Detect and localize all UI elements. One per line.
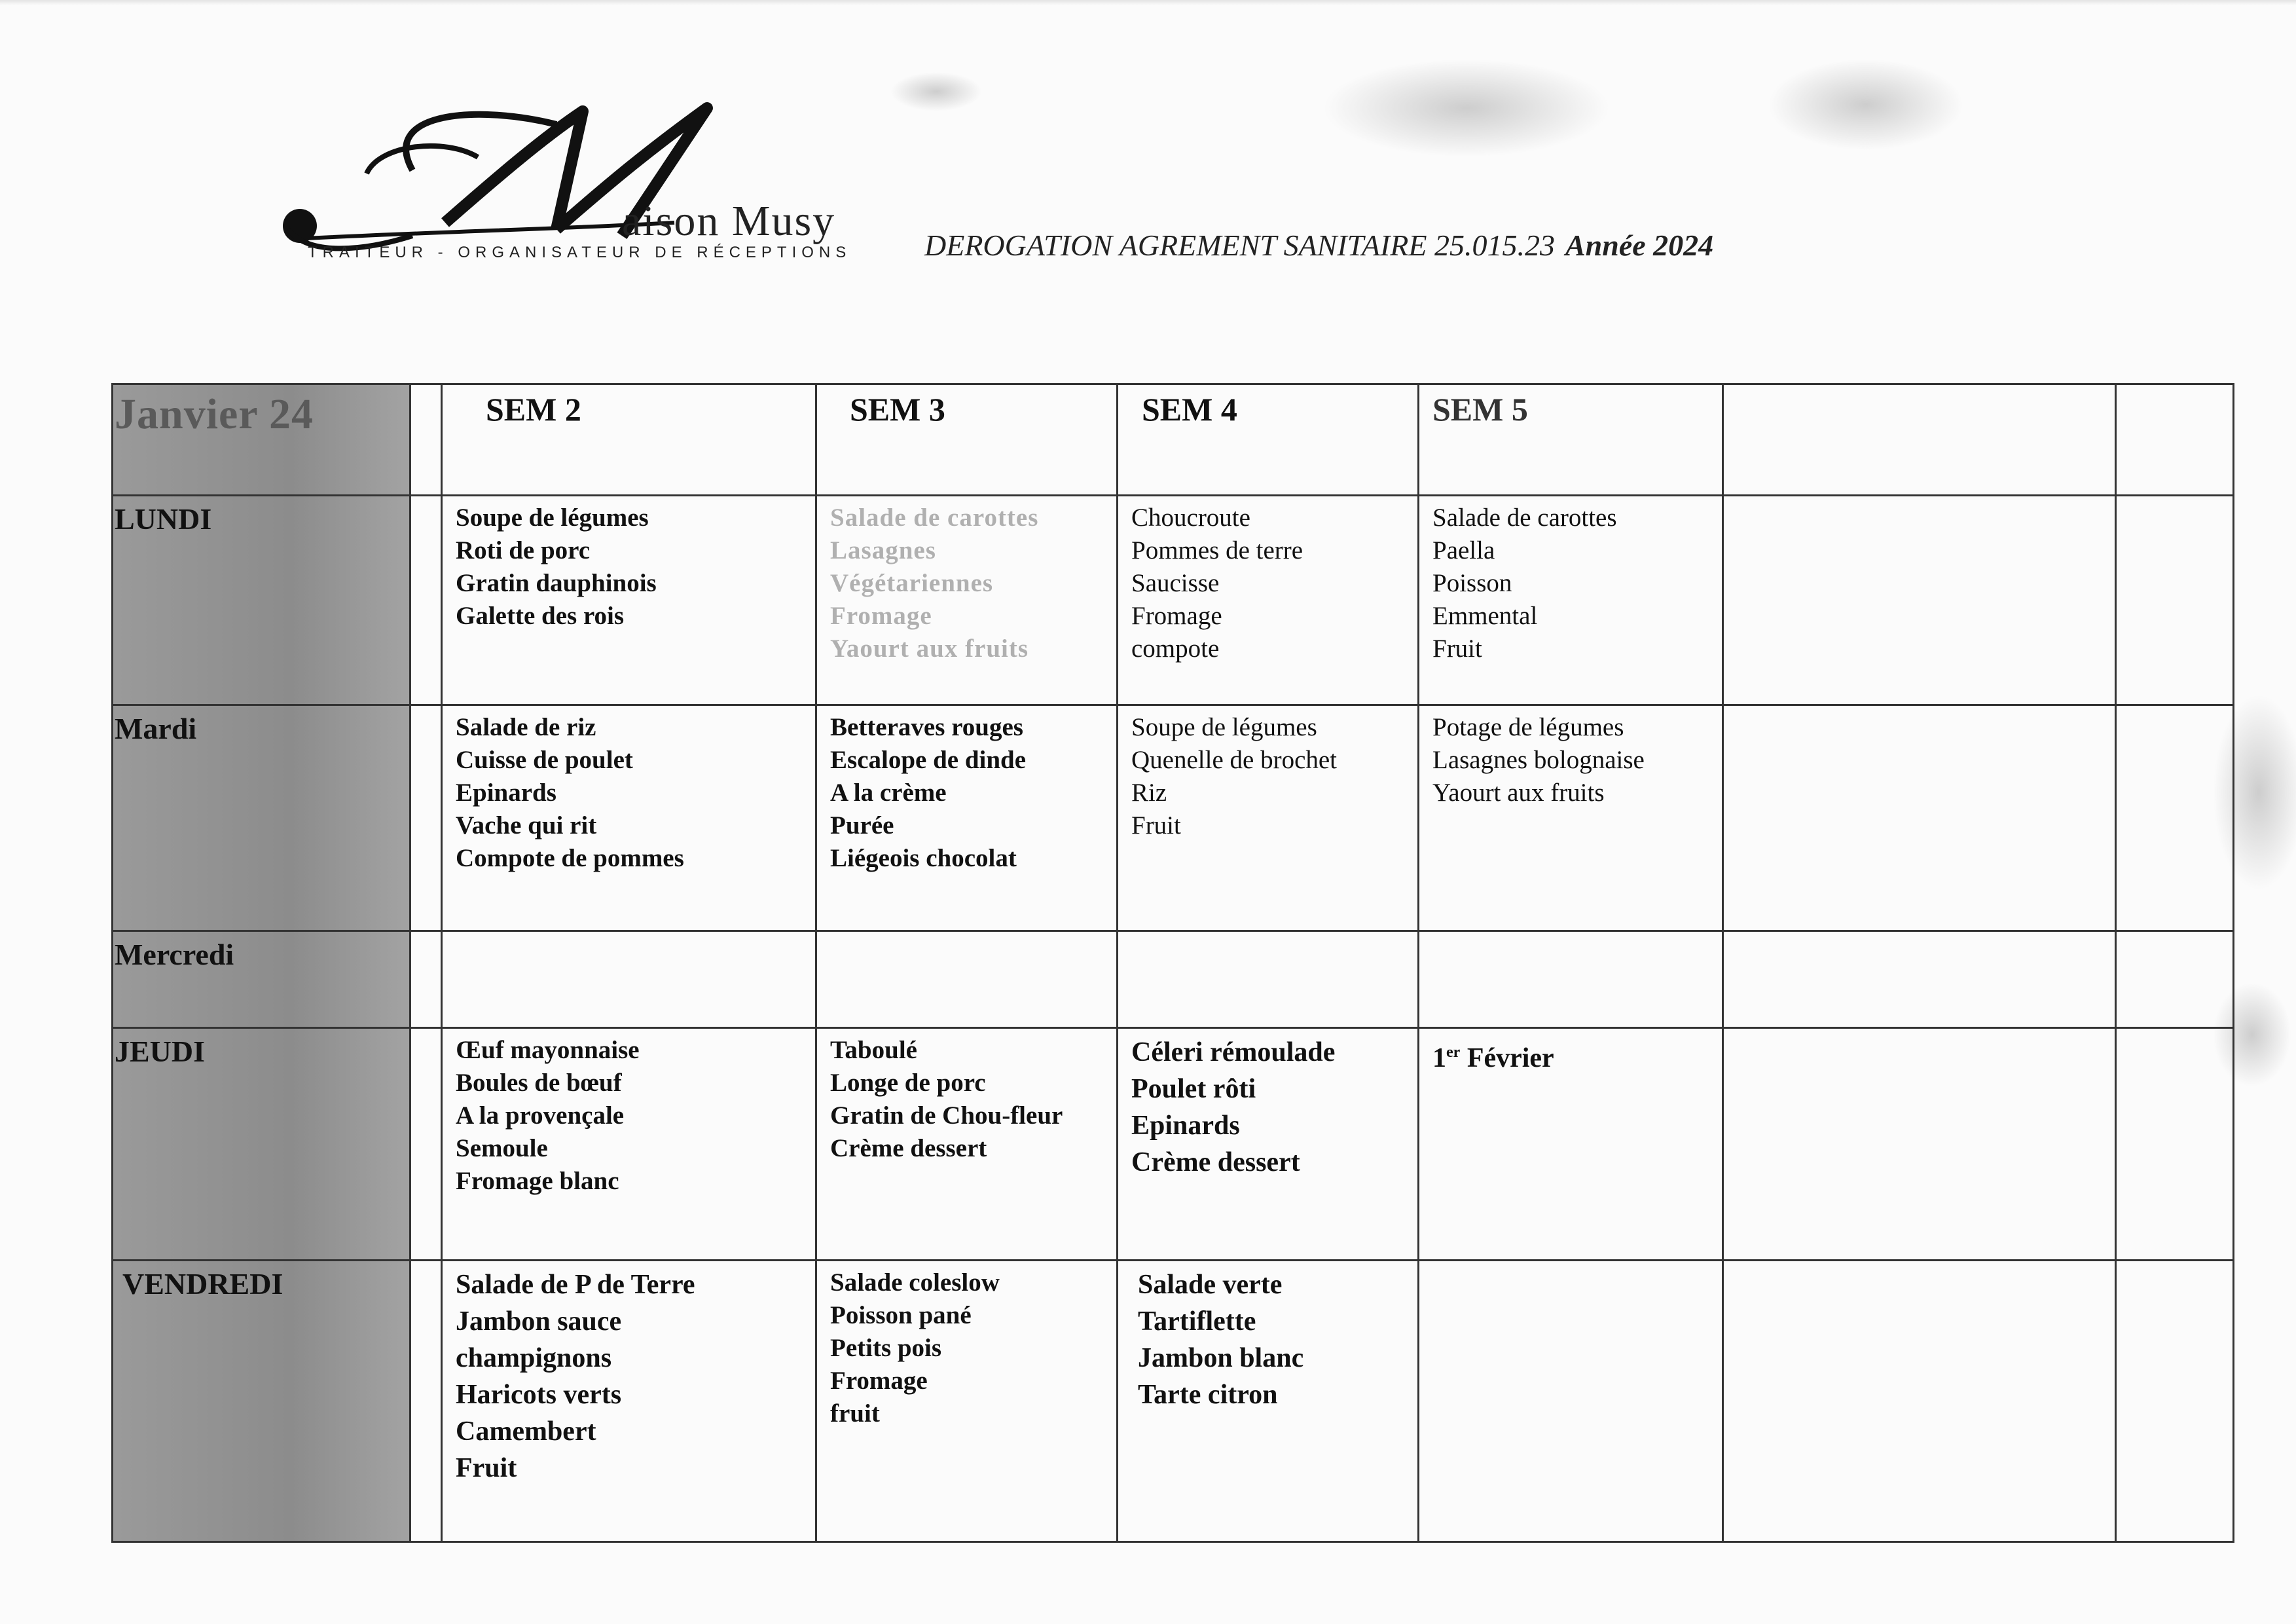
menu-cell: [442, 1028, 816, 1261]
week-header-4: SEM 4: [1118, 384, 1419, 496]
menu-item: Salade coleslow: [830, 1268, 1000, 1297]
empty-cell: [816, 931, 1118, 1028]
day-row-jeudi: [113, 1028, 2234, 1261]
brand-logo: [282, 98, 903, 275]
menu-item: Riz: [1131, 779, 1167, 807]
menu-item: Yaourt aux fruits: [830, 635, 1029, 663]
menu-item: Céleri rémoulade: [1131, 1037, 1336, 1067]
menu-cell: [1118, 705, 1419, 931]
menu-item: Fruit: [456, 1453, 517, 1483]
menu-item: A la provençale: [456, 1101, 625, 1130]
menu-item: Salade de carottes: [830, 504, 1039, 532]
empty-cell: [1118, 931, 1419, 1028]
menu-item: Potage de légumes: [1432, 713, 1624, 741]
scan-smudge: [1322, 59, 1611, 157]
menu-cell: [816, 705, 1118, 931]
menu-cell: [442, 1261, 816, 1542]
empty-cell: [1723, 705, 2116, 931]
menu-item: Saucisse: [1131, 569, 1220, 597]
menu-item: Escalope de dinde: [830, 746, 1027, 774]
menu-item: Salade de riz: [456, 713, 596, 741]
empty-cell: [1723, 1261, 2116, 1542]
menu-cell: [1419, 705, 1723, 931]
menu-item: Fromage: [830, 1367, 928, 1395]
menu-item: Petits pois: [830, 1334, 942, 1362]
empty-cell: [2116, 1261, 2234, 1542]
menu-item: Purée: [830, 811, 894, 840]
menu-item: Œuf mayonnaise: [456, 1036, 640, 1064]
menu-item: Boules de bœuf: [456, 1069, 622, 1097]
menu-item: Galette des rois: [456, 602, 625, 630]
derogation-text: DEROGATION AGREMENT SANITAIRE 25.015.23: [924, 229, 1555, 262]
day-row-mercredi: [113, 931, 2234, 1028]
menu-item: Salade de carottes: [1432, 504, 1617, 532]
menu-item: Betteraves rouges: [830, 713, 1023, 741]
empty-cell: [2116, 496, 2234, 705]
menu-cell: [1419, 496, 1723, 705]
empty-cell: [1723, 496, 2116, 705]
week-header-3: SEM 3: [816, 384, 1118, 496]
scan-smudge: [890, 72, 982, 111]
menu-item: A la crème: [830, 779, 947, 807]
empty-cell: [2116, 1028, 2234, 1261]
empty-cell: [2116, 705, 2234, 931]
day-label: LUNDI: [113, 496, 410, 705]
menu-item: Fruit: [1432, 635, 1482, 663]
menu-item: Liégeois chocolat: [830, 844, 1017, 872]
spacer-cell: [410, 384, 442, 496]
menu-item: Fromage: [1131, 602, 1222, 630]
date-note: 1er Février: [1432, 1043, 1554, 1073]
menu-item: Lasagnes: [830, 536, 936, 564]
menu-item: Poisson: [1432, 569, 1512, 597]
menu-item: Crème dessert: [1131, 1147, 1300, 1177]
menu-item: Longe de porc: [830, 1069, 986, 1097]
menu-item: Fruit: [1131, 811, 1181, 840]
menu-item: Cuisse de poulet: [456, 746, 633, 774]
menu-item: champignons: [456, 1343, 612, 1373]
menu-item: Paella: [1432, 536, 1495, 564]
menu-item: Végétariennes: [830, 569, 994, 597]
day-label: Mercredi: [113, 931, 410, 1028]
menu-cell: [1419, 1028, 1723, 1261]
day-label: JEUDI: [113, 1028, 410, 1261]
menu-item: Jambon blanc: [1138, 1343, 1304, 1373]
day-label: Mardi: [113, 705, 410, 931]
day-row-lundi: [113, 496, 2234, 705]
empty-cell: [2116, 931, 2234, 1028]
menu-item: Camembert: [456, 1416, 596, 1447]
header-row: [113, 384, 2234, 496]
menu-cell: [1118, 496, 1419, 705]
year-text: Année 2024: [1565, 229, 1714, 262]
menu-item: Pommes de terre: [1131, 536, 1303, 564]
menu-item: Jambon sauce: [456, 1306, 622, 1337]
menu-item: Roti de porc: [456, 536, 591, 564]
empty-cell: [1419, 1261, 1723, 1542]
day-row-mardi: [113, 705, 2234, 931]
menu-item: fruit: [830, 1399, 880, 1428]
menu-cell: [442, 705, 816, 931]
menu-item: Taboulé: [830, 1036, 917, 1064]
menu-item: Tarte citron: [1138, 1380, 1278, 1410]
menu-item: Yaourt aux fruits: [1432, 779, 1605, 807]
menu-item: Vache qui rit: [456, 811, 597, 840]
empty-cell: [1723, 384, 2116, 496]
spacer-cell: [410, 931, 442, 1028]
spacer-cell: [410, 1261, 442, 1542]
empty-cell: [442, 931, 816, 1028]
menu-cell: [816, 1028, 1118, 1261]
menu-cell: [1118, 1261, 1419, 1542]
day-row-vendredi: [113, 1261, 2234, 1542]
menu-item: Choucroute: [1131, 504, 1250, 532]
month-label: Janvier 24: [113, 384, 410, 496]
menu-item: Salade de P de Terre: [456, 1270, 695, 1300]
menu-item: Epinards: [1131, 1111, 1240, 1141]
menu-item: Crème dessert: [830, 1134, 987, 1162]
menu-cell: [816, 496, 1118, 705]
menu-item: Fromage: [830, 602, 932, 630]
menu-item: Poisson pané: [830, 1301, 972, 1329]
empty-cell: [1419, 931, 1723, 1028]
week-header-5: SEM 5: [1419, 384, 1723, 496]
menu-cell: [1118, 1028, 1419, 1261]
scan-smudge: [1768, 59, 1964, 151]
menu-item: Fromage blanc: [456, 1167, 619, 1195]
menu-item: Soupe de légumes: [1131, 713, 1317, 741]
empty-cell: [1723, 1028, 2116, 1261]
brand-subtitle: TRAITEUR - ORGANISATEUR DE RÉCEPTIONS: [308, 244, 852, 261]
empty-cell: [2116, 384, 2234, 496]
menu-table: [111, 383, 2234, 1543]
document-heading: [924, 228, 1713, 263]
menu-item: Compote de pommes: [456, 844, 684, 872]
menu-item: Poulet rôti: [1131, 1074, 1256, 1104]
spacer-cell: [410, 1028, 442, 1261]
menu-cell: [442, 496, 816, 705]
menu-item: Gratin de Chou-fleur: [830, 1101, 1063, 1130]
menu-item: Tartiflette: [1138, 1306, 1256, 1337]
empty-cell: [1723, 931, 2116, 1028]
scan-edge: [0, 0, 2296, 5]
day-label: VENDREDI: [113, 1261, 410, 1542]
menu-item: compote: [1131, 635, 1220, 663]
spacer-cell: [410, 705, 442, 931]
menu-cell: [816, 1261, 1118, 1542]
menu-item: Salade verte: [1138, 1270, 1283, 1300]
brand-name: aison Musy: [622, 197, 836, 245]
menu-item: Haricots verts: [456, 1380, 622, 1410]
menu-item: Soupe de légumes: [456, 504, 649, 532]
menu-item: Epinards: [456, 779, 556, 807]
menu-item: Emmental: [1432, 602, 1538, 630]
spacer-cell: [410, 496, 442, 705]
menu-item: Gratin dauphinois: [456, 569, 657, 597]
week-header-2: SEM 2: [442, 384, 816, 496]
menu-item: Semoule: [456, 1134, 548, 1162]
menu-item: Quenelle de brochet: [1131, 746, 1338, 774]
menu-item: Lasagnes bolognaise: [1432, 746, 1645, 774]
